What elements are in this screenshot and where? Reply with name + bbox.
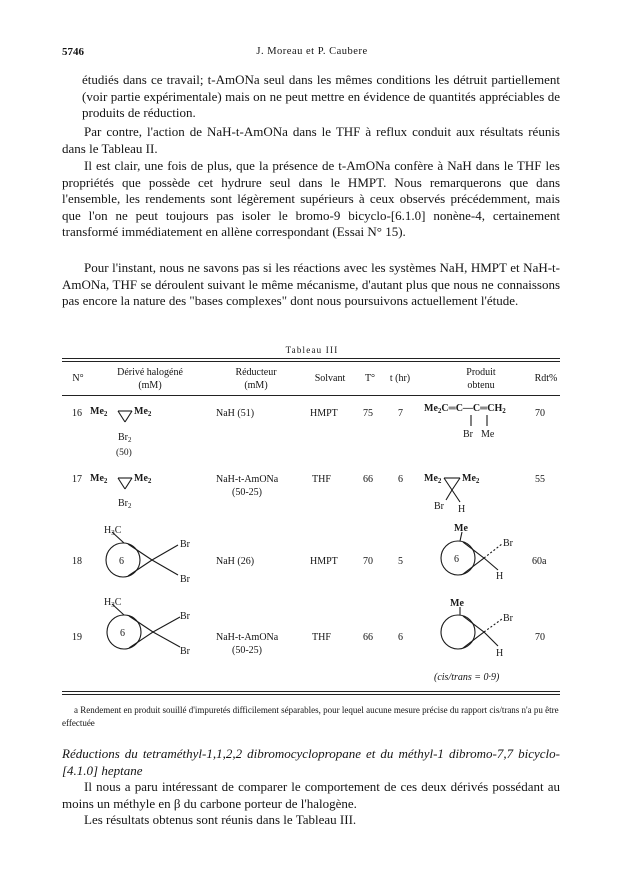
paragraph-4: Pour l'instant, nous ne savons pas si les réactions avec les systèmes NaH, HMPT et NaH-t-AmONa, THF se déroulent suivant le même mécanisme, d'autant plus que nous ne connaissons pas encore la nature des "bases complexes" dont nous poursuivons actuellement l'étude.	[62, 260, 560, 309]
svg-text:H: H	[496, 571, 504, 582]
svg-text:Br: Br	[503, 613, 513, 624]
row-18-solvant: HMPT	[310, 556, 338, 567]
row-16-reducteur: NaH (51)	[216, 408, 255, 419]
col-header-rdt: Rdt%	[534, 373, 558, 384]
svg-text:Br: Br	[463, 429, 473, 440]
svg-text:H3C: $H_3C$	[104, 597, 122, 609]
closing-paragraph-2: Les résultats obtenus sont réunis dans le Tableau III.	[84, 812, 357, 827]
closing-paragraph-1: Il nous a paru intéressant de comparer le comportement de ces deux dérivés possédant au moins un méthyle en β du carbone porteur de l'halogène.	[62, 779, 560, 811]
svg-text:Br: Br	[180, 574, 190, 585]
svg-text:Br: Br	[434, 501, 444, 512]
section-title: Réductions du tetraméthyl-1,1,2,2 dibromocyclopropane et du méthyl-1 dibromo-7,7 bicyclo-[4.1.0] heptane	[62, 746, 560, 778]
col-header-derive-unit: (mM)	[138, 380, 162, 391]
paragraph-1: étudiés dans ce travail; t-AmONa seul dans les mêmes conditions les détruit partiellement (voir partie expérimentale) mais on ne peut mettre en évidence de quantités appréciables de produits de réduction.	[82, 72, 560, 121]
paragraph-2: Par contre, l'action de NaH-t-AmONa dans le THF à reflux conduit aux résultats réunis dans le Tableau II.	[62, 124, 560, 156]
row-17-rdt: 55	[535, 474, 545, 485]
structure-16-product	[424, 403, 506, 440]
row-17-time: 6	[398, 474, 403, 485]
svg-text:6: 6	[454, 554, 459, 565]
svg-text:Me: Me	[454, 523, 468, 534]
col-header-produit-sub: obtenu	[467, 380, 495, 391]
row-18-temperature: 70	[363, 556, 373, 567]
row-16-no: 16	[72, 408, 82, 419]
svg-text:Br2: $Br_2$	[118, 498, 132, 510]
table-caption: Tableau III	[285, 345, 339, 355]
svg-text:Me2: $Me_2$	[462, 473, 480, 485]
row-19-solvant: THF	[312, 632, 331, 643]
svg-text:Br: Br	[180, 611, 190, 622]
structure-17-product	[424, 473, 480, 515]
row-19-rdt: 70	[535, 632, 545, 643]
col-header-derive: Dérivé halogéné	[117, 367, 183, 378]
svg-text:Me2: $Me_2$	[424, 473, 442, 485]
col-header-produit: Produit	[466, 367, 496, 378]
row-17-reducteur-ratio: (50-25)	[232, 487, 262, 498]
row-19-cis-trans-note: (cis/trans = 0·9)	[434, 672, 500, 683]
svg-text:Me2: $Me_2$	[90, 406, 108, 418]
svg-text:H3C: $H_3C$	[104, 525, 122, 537]
row-16-solvant: HMPT	[310, 408, 338, 419]
structure-18-product	[441, 523, 514, 582]
svg-text:(50): (50)	[116, 448, 132, 458]
svg-text:Br: Br	[503, 538, 513, 549]
paragraph-3: Il est clair, une fois de plus, que la présence de t-AmONa confère à NaH dans le THF les propriétés que possède cet hydrure seul dans le HMPT. Nous remarquerons que dans l'ensemble, les rendements sont légèrement supérieurs à ceux observés précédemment, mais que l'on ne peut toujours pas isoler le bromo-9 bicyclo-[6.1.0] nonène-4, certainement transformé immédiatement en allène correspondant (Essai N° 15).	[62, 158, 560, 240]
col-header-reducteur: Réducteur	[235, 367, 277, 378]
svg-text:Me2C═C—C═CH2: $Me_2C═C—C═CH_2$	[424, 403, 506, 415]
structure-19-product	[441, 598, 514, 659]
row-19-reducteur: NaH-t-AmONa	[216, 632, 279, 643]
row-17-no: 17	[72, 474, 82, 485]
row-18-reducteur: NaH (26)	[216, 556, 255, 567]
svg-text:6: 6	[119, 556, 124, 567]
svg-text:Me: Me	[450, 598, 464, 609]
row-16-temperature: 75	[363, 408, 373, 419]
col-header-time: t (hr)	[389, 373, 411, 384]
row-16-time: 7	[398, 408, 403, 419]
svg-text:6: 6	[120, 628, 125, 639]
row-18-no: 18	[72, 556, 82, 567]
col-header-no: N°	[72, 373, 84, 384]
svg-text:Br: Br	[180, 646, 190, 657]
row-18-time: 5	[398, 556, 403, 567]
col-header-temperature: T°	[364, 373, 376, 384]
table-footnote: a Rendement en produit souillé d'impuretés difficilement séparables, pour lequel aucune mesure précise du rapport cis/trans n'a pu être effectuée	[62, 705, 559, 728]
structure-18-reactant	[104, 525, 191, 585]
row-17-reducteur: NaH-t-AmONa	[216, 474, 279, 485]
row-17-temperature: 66	[363, 474, 373, 485]
svg-text:Me2: $Me_2$	[134, 473, 152, 485]
structure-16-reactant	[90, 406, 152, 458]
svg-text:H: H	[496, 648, 504, 659]
page-number: 5746	[62, 46, 84, 58]
svg-text:H: H	[458, 504, 466, 515]
row-19-temperature: 66	[363, 632, 373, 643]
svg-text:Me2: $Me_2$	[134, 406, 152, 418]
row-17-solvant: THF	[312, 474, 331, 485]
svg-text:Me: Me	[481, 429, 495, 440]
row-18-rdt: 60a	[532, 556, 547, 567]
row-19-time: 6	[398, 632, 403, 643]
svg-text:Br: Br	[180, 539, 190, 550]
row-19-no: 19	[72, 632, 82, 643]
structure-19-reactant	[104, 597, 191, 657]
svg-text:Me2: $Me_2$	[90, 473, 108, 485]
col-header-solvant: Solvant	[314, 373, 346, 384]
svg-text:Br2: $Br_2$	[118, 432, 132, 444]
structure-17-reactant	[90, 473, 152, 510]
row-19-reducteur-ratio: (50-25)	[232, 645, 262, 656]
row-16-rdt: 70	[535, 408, 545, 419]
col-header-reducteur-unit: (mM)	[244, 380, 268, 391]
running-header-authors: J. Moreau et P. Caubere	[256, 46, 368, 57]
